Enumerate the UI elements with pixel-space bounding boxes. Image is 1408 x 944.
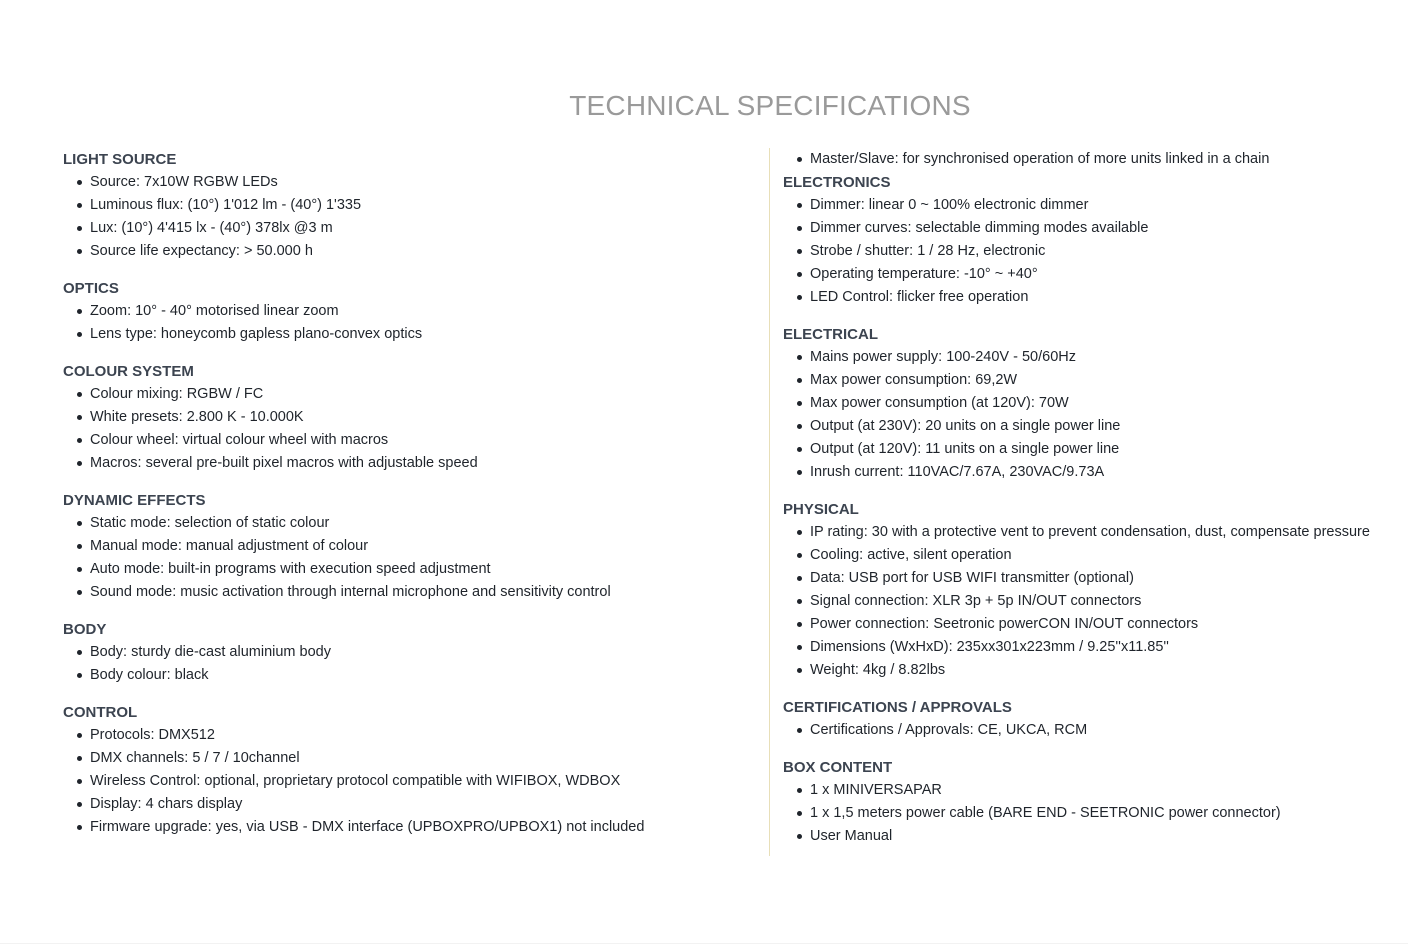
spec-item (783, 194, 1393, 217)
spec-item-text: Dimmer curves: selectable dimming modes available (810, 220, 1149, 236)
spec-item-text: Certifications / Approvals: CE, UKCA, RCM (810, 722, 1088, 738)
spec-item-text: Signal connection: XLR 3p + 5p IN/OUT connectors (810, 593, 1142, 609)
spec-item (783, 240, 1393, 263)
bullet-icon (797, 424, 802, 429)
section-heading: CERTIFICATIONS / APPROVALS (783, 699, 1012, 716)
spec-item-text: Static mode: selection of static colour (90, 515, 330, 531)
bullet-icon (77, 226, 82, 231)
bullet-icon (77, 203, 82, 208)
section-heading: LIGHT SOURCE (63, 151, 177, 168)
spec-list (63, 383, 753, 475)
spec-item-text: Mains power supply: 100-240V - 50/60Hz (810, 349, 1076, 365)
section-electrical (783, 323, 1393, 484)
spec-list (63, 512, 753, 604)
section-heading: PHYSICAL (783, 501, 859, 518)
spec-item (783, 461, 1393, 484)
section-light-source (63, 148, 753, 263)
spec-item (783, 148, 1393, 171)
spec-item (63, 724, 753, 747)
bullet-icon (77, 802, 82, 807)
spec-item (783, 369, 1393, 392)
spec-item-text: Colour wheel: virtual colour wheel with macros (90, 432, 389, 448)
bullet-icon (797, 530, 802, 535)
spec-item-text: User Manual (810, 828, 893, 844)
bullet-icon (77, 733, 82, 738)
bullet-icon (77, 825, 82, 830)
spec-item (783, 779, 1393, 802)
section-certifications-approvals (783, 696, 1393, 742)
spec-item (63, 217, 753, 240)
spec-list (783, 779, 1393, 848)
section-control (63, 701, 753, 839)
spec-item-text: Body colour: black (90, 667, 209, 683)
spec-item-text: Luminous flux: (10°) 1'012 lm - (40°) 1'335 (90, 197, 362, 213)
section-heading: ELECTRICAL (783, 326, 878, 343)
spec-item-text: Manual mode: manual adjustment of colour (90, 538, 369, 554)
bullet-icon (77, 756, 82, 761)
bullet-icon (797, 378, 802, 383)
section-dynamic-effects (63, 489, 753, 604)
spec-list (63, 300, 753, 346)
spec-list (63, 171, 753, 263)
bullet-icon (77, 650, 82, 655)
spec-item-text: Lens type: honeycomb gapless plano-convex optics (90, 326, 423, 342)
section-heading: DYNAMIC EFFECTS (63, 492, 206, 509)
section-box-content (783, 756, 1393, 848)
spec-item-text: Zoom: 10° - 40° motorised linear zoom (90, 303, 339, 319)
spec-item-text: Source: 7x10W RGBW LEDs (90, 174, 278, 190)
section-colour-system (63, 360, 753, 475)
spec-item-text: Protocols: DMX512 (90, 727, 215, 743)
spec-item (63, 300, 753, 323)
bullet-icon (797, 728, 802, 733)
bullet-icon (797, 553, 802, 558)
footer-band (0, 866, 1408, 944)
bullet-icon (797, 788, 802, 793)
spec-item-text: Dimmer: linear 0 ~ 100% electronic dimmer (810, 197, 1089, 213)
spec-item (63, 581, 753, 604)
spec-item-text: DMX channels: 5 / 7 / 10channel (90, 750, 300, 766)
spec-item (63, 512, 753, 535)
spec-list (783, 521, 1393, 682)
spec-item-text: LED Control: flicker free operation (810, 289, 1029, 305)
bullet-icon (77, 180, 82, 185)
bullet-icon (797, 355, 802, 360)
spec-item (783, 544, 1393, 567)
spec-item-text: IP rating: 30 with a protective vent to prevent condensation, dust, compensate pressure (810, 524, 1370, 540)
spec-item (63, 558, 753, 581)
spec-item (63, 383, 753, 406)
spec-item (63, 406, 753, 429)
bullet-icon (77, 567, 82, 572)
spec-item-text: Sound mode: music activation through internal microphone and sensitivity control (90, 584, 611, 600)
spec-item-text: Cooling: active, silent operation (810, 547, 1012, 563)
spec-item (783, 438, 1393, 461)
bullet-icon (77, 521, 82, 526)
spec-item (63, 171, 753, 194)
bullet-icon (797, 834, 802, 839)
spec-item (783, 825, 1393, 848)
bullet-icon (797, 157, 802, 162)
bullet-icon (77, 415, 82, 420)
section-electronics (783, 171, 1393, 309)
bullet-icon (77, 392, 82, 397)
spec-item-text: Firmware upgrade: yes, via USB - DMX interface (UPBOXPRO/UPBOX1) not included (90, 819, 645, 835)
section-heading: CONTROL (63, 704, 138, 721)
spec-item (783, 613, 1393, 636)
spec-item (63, 641, 753, 664)
spec-item-text: Source life expectancy: > 50.000 h (90, 243, 313, 259)
bullet-icon (797, 470, 802, 475)
spec-item-text: Output (at 120V): 11 units on a single power line (810, 441, 1120, 457)
spec-item-text: Inrush current: 110VAC/7.67A, 230VAC/9.73A (810, 464, 1105, 480)
bullet-icon (797, 576, 802, 581)
bullet-icon (797, 645, 802, 650)
bullet-icon (77, 673, 82, 678)
spec-item-text: Display: 4 chars display (90, 796, 243, 812)
bullet-icon (77, 779, 82, 784)
bullet-icon (797, 668, 802, 673)
section-heading: OPTICS (63, 280, 119, 297)
spec-item (63, 816, 753, 839)
bullet-icon (77, 438, 82, 443)
spec-list (783, 719, 1393, 742)
spec-item (783, 263, 1393, 286)
column-divider (769, 148, 770, 856)
spec-item (63, 793, 753, 816)
spec-item-text: Data: USB port for USB WIFI transmitter (optional) (810, 570, 1134, 586)
spec-item (63, 770, 753, 793)
bullet-icon (77, 249, 82, 254)
spec-item (63, 194, 753, 217)
bullet-icon (797, 447, 802, 452)
spec-item (783, 521, 1393, 544)
spec-item (783, 802, 1393, 825)
section-heading: ELECTRONICS (783, 174, 891, 191)
spec-item (63, 535, 753, 558)
section-heading: COLOUR SYSTEM (63, 363, 194, 380)
spec-list (63, 641, 753, 687)
section-physical (783, 498, 1393, 682)
section-heading: BODY (63, 621, 107, 638)
spec-item-text: 1 x 1,5 meters power cable (BARE END - SEETRONIC power connector) (810, 805, 1281, 821)
spec-item-text: Colour mixing: RGBW / FC (90, 386, 264, 402)
spec-list (783, 194, 1393, 309)
section-optics (63, 277, 753, 346)
spec-item-text: Wireless Control: optional, proprietary protocol compatible with WIFIBOX, WDBOX (90, 773, 621, 789)
bullet-icon (797, 272, 802, 277)
bullet-icon (77, 590, 82, 595)
continued-list (783, 148, 1393, 171)
spec-item-text: Master/Slave: for synchronised operation of more units linked in a chain (810, 151, 1270, 167)
spec-item (783, 392, 1393, 415)
spec-item-text: Body: sturdy die-cast aluminium body (90, 644, 331, 660)
spec-item (783, 567, 1393, 590)
spec-item-text: Macros: several pre-built pixel macros with adjustable speed (90, 455, 478, 471)
spec-item (783, 636, 1393, 659)
bullet-icon (77, 332, 82, 337)
spec-item (783, 217, 1393, 240)
spec-item (783, 590, 1393, 613)
spec-item (783, 286, 1393, 309)
page-title: TECHNICAL SPECIFICATIONS (569, 90, 971, 121)
spec-item (63, 452, 753, 475)
spec-item (63, 664, 753, 687)
spec-item (783, 719, 1393, 742)
bullet-icon (797, 295, 802, 300)
specs-left-column (63, 148, 753, 853)
bullet-icon (797, 249, 802, 254)
bullet-icon (797, 401, 802, 406)
spec-item-text: Max power consumption: 69,2W (810, 372, 1018, 388)
spec-item (63, 323, 753, 346)
spec-item-text: Lux: (10°) 4'415 lx - (40°) 378lx @3 m (90, 220, 333, 236)
spec-item-text: Auto mode: built-in programs with execution speed adjustment (90, 561, 491, 577)
spec-item (783, 659, 1393, 682)
bullet-icon (797, 226, 802, 231)
spec-item-text: Dimensions (WxHxD): 235xx301x223mm / 9.25''x11.85'' (810, 639, 1169, 655)
spec-list (63, 724, 753, 839)
spec-item (783, 346, 1393, 369)
spec-item-text: Weight: 4kg / 8.82lbs (810, 662, 946, 678)
spec-item-text: Output (at 230V): 20 units on a single power line (810, 418, 1121, 434)
bullet-icon (797, 203, 802, 208)
spec-item-text: Operating temperature: -10° ~ +40° (810, 266, 1038, 282)
bullet-icon (797, 811, 802, 816)
spec-item-text: 1 x MINIVERSAPAR (810, 782, 942, 798)
section-body (63, 618, 753, 687)
spec-item-text: Max power consumption (at 120V): 70W (810, 395, 1069, 411)
bullet-icon (77, 544, 82, 549)
section-heading: BOX CONTENT (783, 759, 893, 776)
spec-item-text: Power connection: Seetronic powerCON IN/OUT connectors (810, 616, 1199, 632)
specs-right-column (783, 148, 1393, 862)
spec-item-text: White presets: 2.800 K - 10.000K (90, 409, 304, 425)
spec-item (63, 429, 753, 452)
spec-list (783, 346, 1393, 484)
bullet-icon (797, 599, 802, 604)
bullet-icon (797, 622, 802, 627)
spec-item (783, 415, 1393, 438)
spec-item (63, 240, 753, 263)
bullet-icon (77, 309, 82, 314)
spec-item-text: Strobe / shutter: 1 / 28 Hz, electronic (810, 243, 1046, 259)
spec-item (63, 747, 753, 770)
bullet-icon (77, 461, 82, 466)
